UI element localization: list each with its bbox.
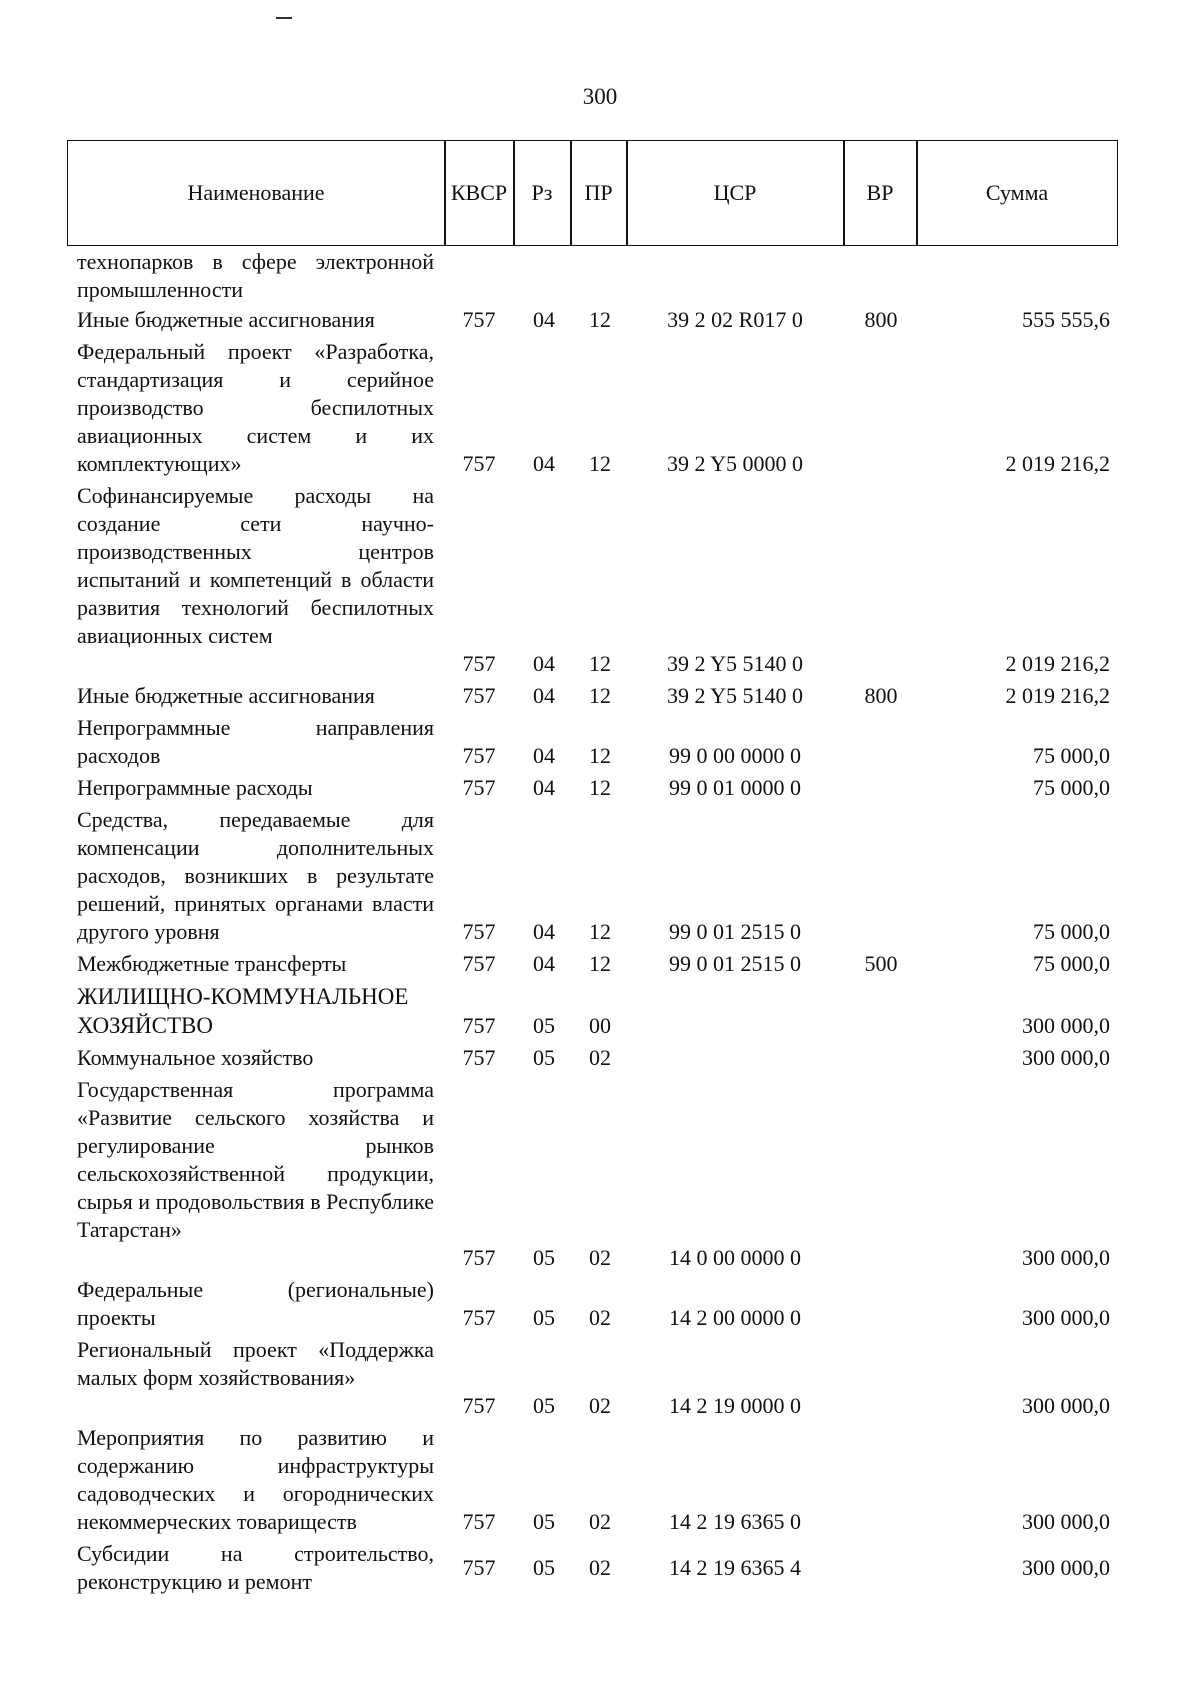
row-name: Непрограммные расходы: [77, 775, 313, 800]
row-csr: 99 0 01 2515 0: [669, 919, 801, 944]
table-row: [0, 682, 1200, 710]
row-sum: 300 000,0: [1022, 1013, 1110, 1038]
header-name: Наименование: [187, 180, 325, 205]
table-row: [0, 774, 1200, 802]
table-row: [0, 248, 1200, 304]
row-csr: 99 0 00 0000 0: [669, 743, 801, 768]
table-row: [0, 950, 1200, 978]
row-sum: 300 000,0: [1022, 1305, 1110, 1330]
row-kvsr: 757: [462, 1305, 496, 1330]
row-rz: 04: [533, 919, 555, 944]
row-sum: 75 000,0: [1033, 951, 1110, 976]
row-sum: 555 555,6: [1022, 307, 1110, 332]
row-name: Средства, передаваемые для компенсации дополнительных расходов, возникших в результате решений, принятых органами власти другого уровня: [77, 807, 434, 944]
row-kvsr: 757: [462, 1555, 496, 1580]
row-kvsr: 757: [462, 1045, 496, 1070]
table-row: [0, 1424, 1200, 1536]
row-kvsr: 757: [462, 775, 496, 800]
row-pr: 00: [589, 1013, 611, 1038]
row-rz: 04: [533, 651, 555, 676]
row-kvsr: 757: [462, 1245, 496, 1270]
table-row: [0, 306, 1200, 334]
row-rz: 05: [533, 1045, 555, 1070]
row-name: Государственная программа «Развитие сельского хозяйства и регулирование рынков сельскохозяйственной продукции, сырья и продовольствия в Республике Татарстан»: [77, 1077, 434, 1242]
table-row: [0, 982, 1200, 1040]
row-pr: 12: [589, 683, 611, 708]
table-row: [0, 1276, 1200, 1332]
row-pr: 12: [589, 775, 611, 800]
row-sum: 75 000,0: [1033, 743, 1110, 768]
row-rz: 04: [533, 951, 555, 976]
header-rz: Рз: [531, 180, 553, 205]
row-pr: 02: [589, 1393, 611, 1418]
row-pr: 02: [589, 1555, 611, 1580]
row-sum: 75 000,0: [1033, 919, 1110, 944]
row-csr: 39 2 Y5 0000 0: [666, 451, 804, 476]
row-rz: 05: [533, 1393, 555, 1418]
header-vr: ВР: [866, 180, 894, 205]
row-rz: 04: [533, 307, 555, 332]
row-csr: 14 2 19 6365 4: [669, 1555, 801, 1580]
row-pr: 12: [589, 451, 611, 476]
row-sum: 75 000,0: [1033, 775, 1110, 800]
row-name: Федеральный проект «Разработка, стандартизация и серийное производство беспилотных авиационных систем и их комплектующих»: [77, 339, 434, 476]
row-pr: 12: [589, 651, 611, 676]
row-sum: 300 000,0: [1022, 1045, 1110, 1070]
row-kvsr: 757: [462, 683, 496, 708]
scan-mark: [276, 17, 292, 19]
row-kvsr: 757: [462, 307, 496, 332]
row-rz: 04: [533, 743, 555, 768]
row-rz: 05: [533, 1555, 555, 1580]
table-row: [0, 1540, 1200, 1596]
row-sum: 300 000,0: [1022, 1509, 1110, 1534]
header-csr: ЦСР: [713, 180, 757, 205]
row-name: технопарков в сфере электронной промышленности: [77, 249, 434, 302]
row-csr: 14 2 19 0000 0: [669, 1393, 801, 1418]
row-rz: 05: [533, 1305, 555, 1330]
row-rz: 05: [533, 1013, 555, 1038]
table-row: [0, 1336, 1200, 1420]
row-pr: 02: [589, 1509, 611, 1534]
row-pr: 12: [589, 951, 611, 976]
row-pr: 02: [589, 1045, 611, 1070]
row-csr: 39 2 Y5 5140 0: [666, 651, 804, 676]
row-sum: 2 019 216,2: [1005, 451, 1110, 476]
row-csr: 39 2 02 R017 0: [667, 307, 803, 332]
row-rz: 05: [533, 1509, 555, 1534]
row-csr: 99 0 01 2515 0: [669, 951, 801, 976]
row-name: Иные бюджетные ассигнования: [77, 307, 375, 332]
header-pr: ПР: [584, 180, 613, 205]
row-name: Коммунальное хозяйство: [77, 1045, 314, 1070]
page-number: 300: [582, 84, 618, 109]
row-csr: 14 2 00 0000 0: [669, 1305, 801, 1330]
row-csr: 14 2 19 6365 0: [669, 1509, 801, 1534]
row-sum: 300 000,0: [1022, 1555, 1110, 1580]
row-csr: 39 2 Y5 5140 0: [666, 683, 804, 708]
row-name: Непрограммные направления расходов: [77, 715, 434, 768]
row-sum: 300 000,0: [1022, 1245, 1110, 1270]
table-row: [0, 1044, 1200, 1072]
row-rz: 04: [533, 775, 555, 800]
row-pr: 02: [589, 1245, 611, 1270]
row-rz: 05: [533, 1245, 555, 1270]
row-rz: 04: [533, 451, 555, 476]
table-row: [0, 338, 1200, 478]
row-name: Софинансируемые расходы на создание сети научно-производственных центров испытаний и компетенций в области развития технологий беспилотных авиационных систем: [77, 483, 434, 648]
row-kvsr: 757: [462, 951, 496, 976]
row-pr: 12: [589, 307, 611, 332]
row-vr: 800: [864, 307, 898, 332]
table-row: [0, 714, 1200, 770]
header-sum: Сумма: [985, 180, 1049, 205]
row-name: Федеральные (региональные) проекты: [77, 1277, 434, 1330]
row-csr: 14 0 00 0000 0: [669, 1245, 801, 1270]
table-header: [67, 140, 1118, 246]
row-name: ЖИЛИЩНО-КОММУНАЛЬНОЕ ХОЗЯЙСТВО: [77, 984, 409, 1038]
row-kvsr: 757: [462, 451, 496, 476]
row-kvsr: 757: [462, 1509, 496, 1534]
row-kvsr: 757: [462, 1393, 496, 1418]
row-pr: 12: [589, 743, 611, 768]
row-kvsr: 757: [462, 1013, 496, 1038]
row-kvsr: 757: [462, 919, 496, 944]
table-row: [0, 1076, 1200, 1272]
row-name: Субсидии на строительство, реконструкцию и ремонт: [77, 1541, 434, 1594]
row-name: Региональный проект «Поддержка малых форм хозяйствования»: [77, 1337, 434, 1390]
table-row: [0, 806, 1200, 946]
table-row: [0, 482, 1200, 678]
row-vr: 800: [864, 683, 898, 708]
row-kvsr: 757: [462, 651, 496, 676]
row-csr: 99 0 01 0000 0: [669, 775, 801, 800]
row-name: Мероприятия по развитию и содержанию инфраструктуры садоводческих и огороднических некоммерческих товариществ: [77, 1425, 434, 1534]
row-sum: 2 019 216,2: [1005, 651, 1110, 676]
row-name: Межбюджетные трансферты: [77, 951, 347, 976]
row-vr: 500: [864, 951, 898, 976]
row-sum: 2 019 216,2: [1005, 683, 1110, 708]
header-kvsr: КВСР: [450, 180, 508, 205]
row-name: Иные бюджетные ассигнования: [77, 683, 375, 708]
row-sum: 300 000,0: [1022, 1393, 1110, 1418]
row-kvsr: 757: [462, 743, 496, 768]
row-rz: 04: [533, 683, 555, 708]
row-pr: 02: [589, 1305, 611, 1330]
row-pr: 12: [589, 919, 611, 944]
